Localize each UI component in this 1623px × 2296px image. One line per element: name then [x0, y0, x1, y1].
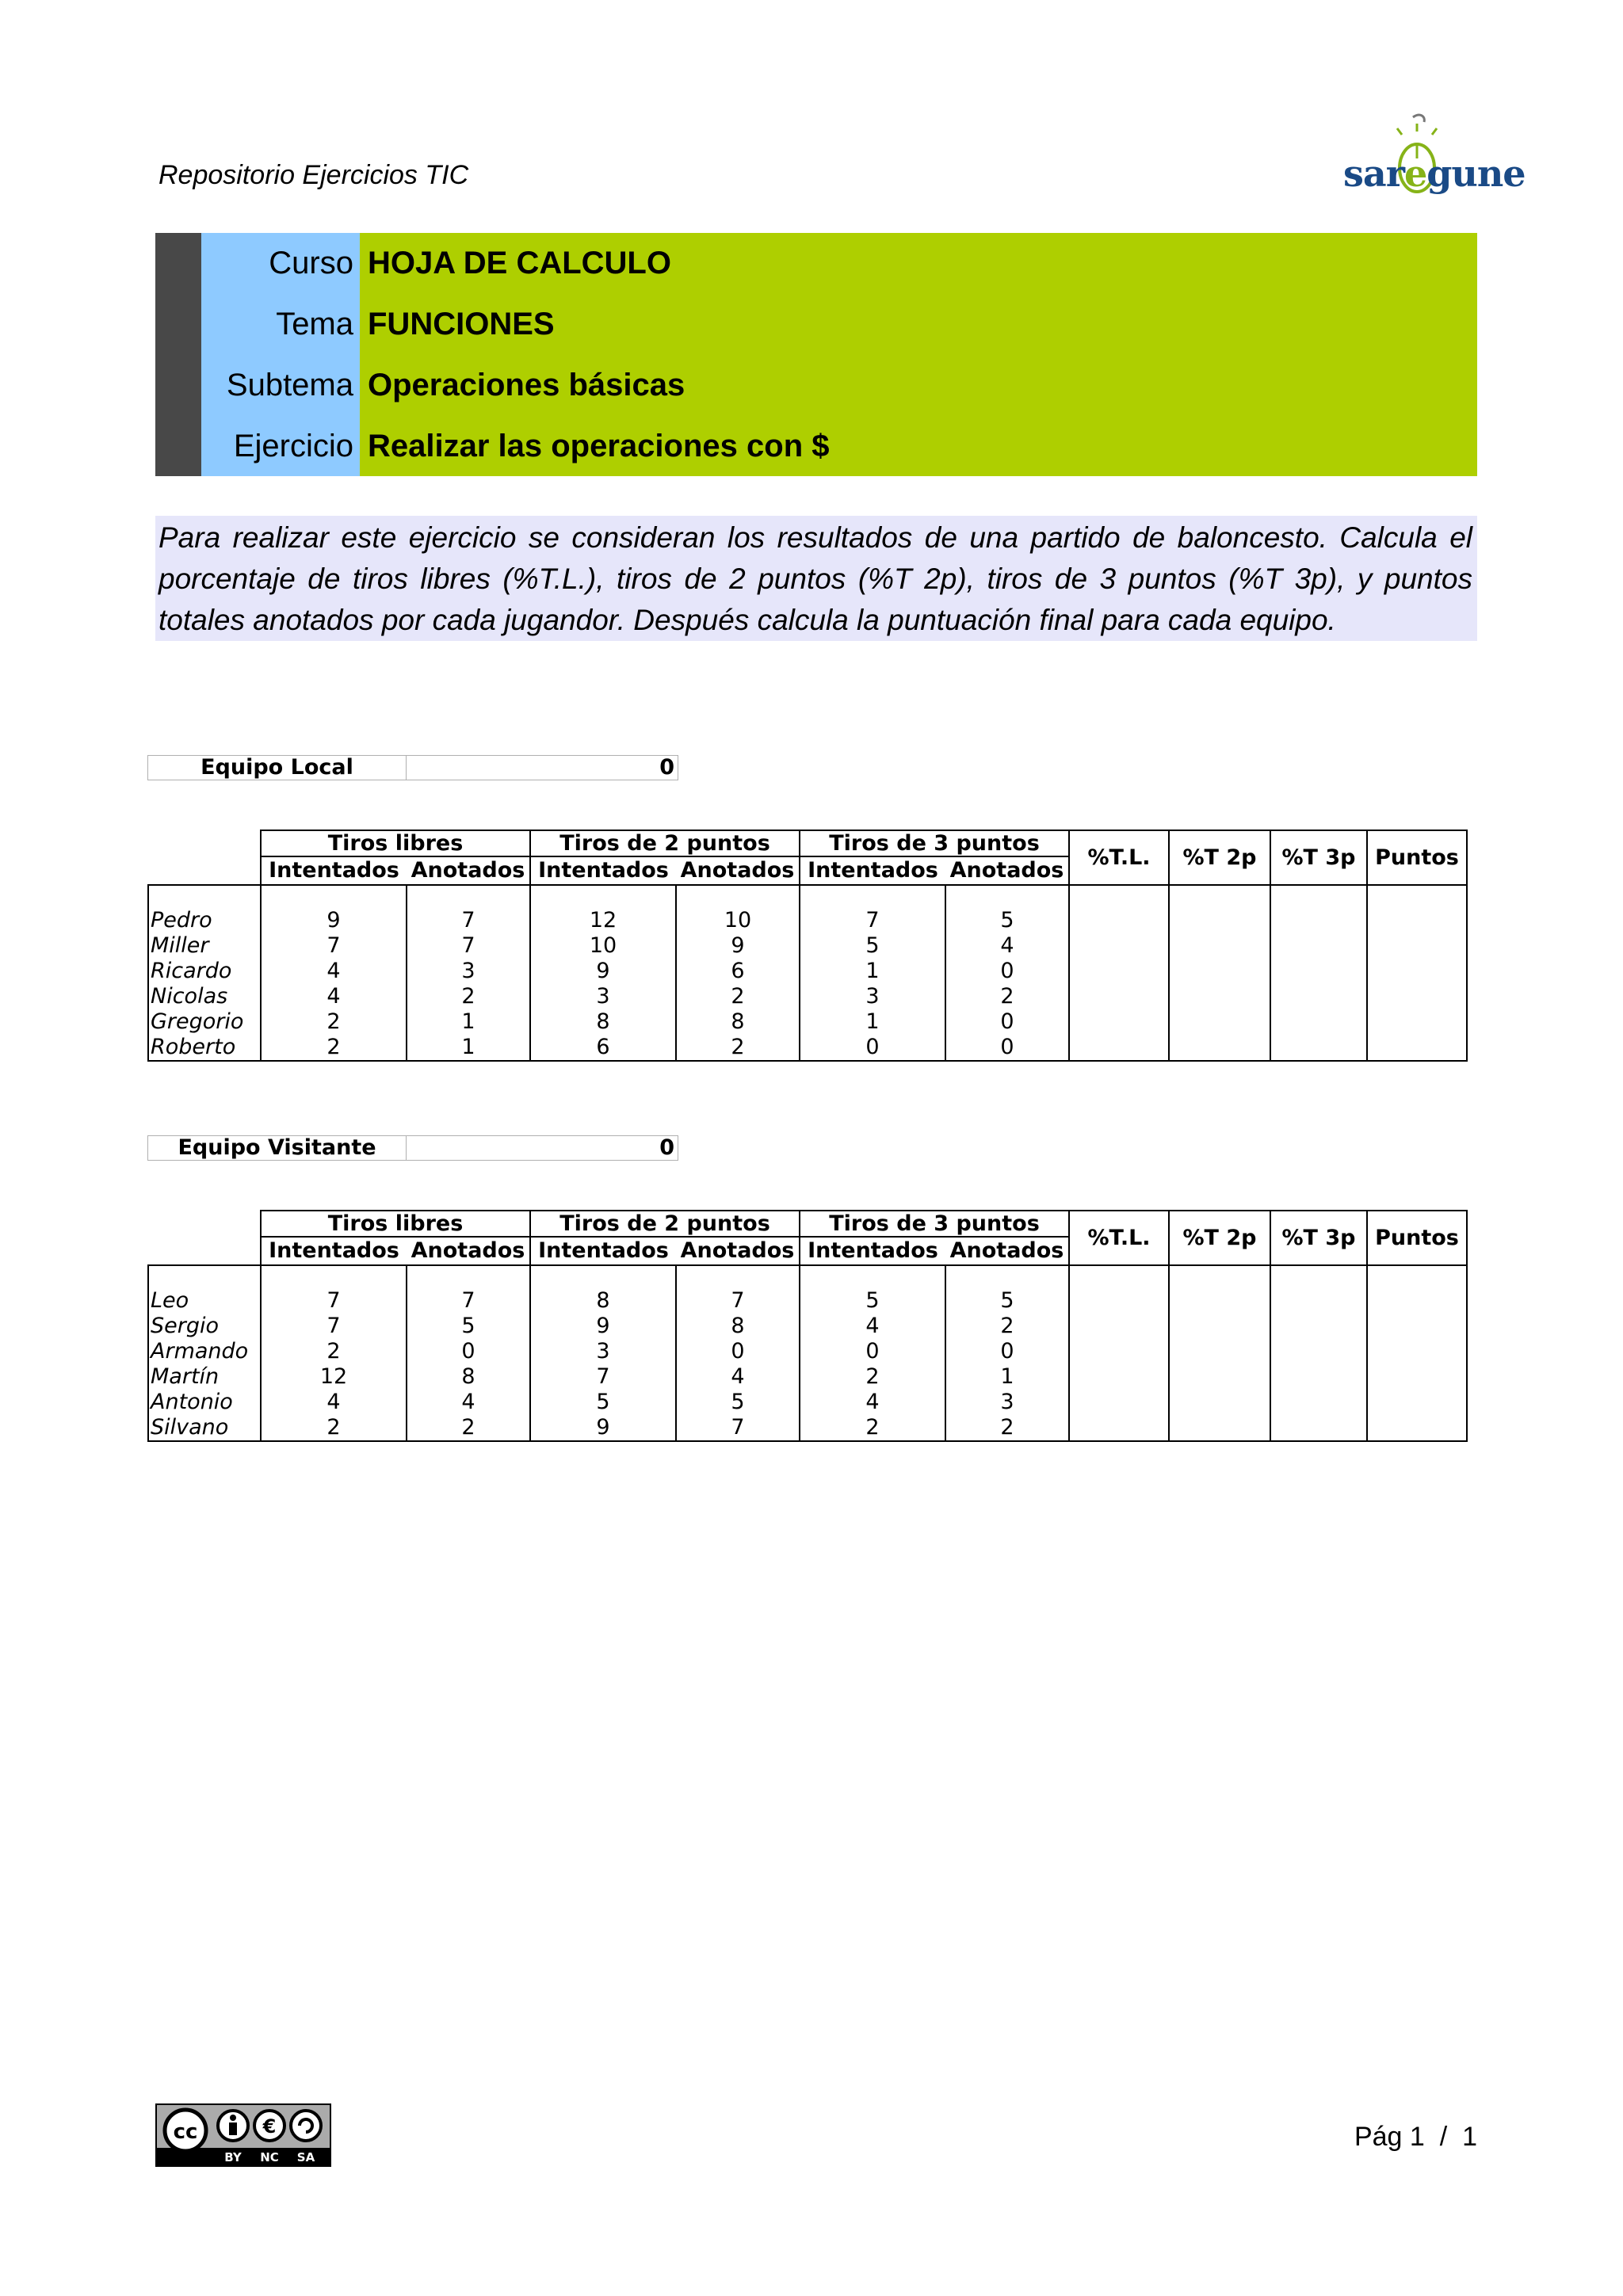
- result-cell: [1367, 1390, 1467, 1415]
- stat-tl-a: 8: [407, 1364, 530, 1390]
- stat-p3-a: 0: [945, 1009, 1069, 1035]
- info-label-curso: Curso: [269, 246, 353, 280]
- result-cell: [1069, 1390, 1169, 1415]
- result-cell: [1367, 1009, 1467, 1035]
- info-value-subtema: Operaciones básicas: [368, 368, 685, 402]
- stat-tl-a: 0: [407, 1339, 530, 1364]
- result-cell: [1169, 1364, 1270, 1390]
- svg-text:cc: cc: [173, 2120, 198, 2144]
- stat-tl-a: 5: [407, 1314, 530, 1339]
- table-row: [148, 1009, 1467, 1035]
- stat-tl-a: 1: [407, 1009, 530, 1035]
- stat-p3-a: 0: [945, 1339, 1069, 1364]
- info-value-curso: HOJA DE CALCULO: [368, 246, 671, 280]
- stat-p3-i: 1: [800, 959, 945, 984]
- stat-p3-i: 1: [800, 1009, 945, 1035]
- player-name: Silvano: [148, 1415, 261, 1441]
- team-visitante-score: 0: [659, 1135, 674, 1160]
- result-cell: [1367, 959, 1467, 984]
- result-cell: [1169, 1314, 1270, 1339]
- stat-tl-a: 1: [407, 1035, 530, 1061]
- stat-p3-a: 5: [945, 1288, 1069, 1314]
- stat-p2-a: 2: [676, 1035, 800, 1061]
- header-intentados: Intentados: [800, 1237, 945, 1265]
- header-pct-2p: %T 2p: [1169, 830, 1270, 885]
- header-tiros-3p: Tiros de 3 puntos: [800, 1211, 1069, 1237]
- stat-p2-a: 6: [676, 959, 800, 984]
- info-label-ejercicio: Ejercicio: [233, 429, 353, 463]
- stat-tl-i: 2: [261, 1415, 407, 1441]
- result-cell: [1069, 1035, 1169, 1061]
- table-row: [148, 908, 1467, 933]
- stat-p2-a: 7: [676, 1288, 800, 1314]
- stats-table-local: [147, 830, 1468, 1062]
- player-name: Miller: [148, 933, 261, 959]
- header-anotados: Anotados: [676, 1237, 800, 1265]
- result-cell: [1270, 1314, 1367, 1339]
- result-cell: [1367, 1288, 1467, 1314]
- result-cell: [1069, 933, 1169, 959]
- cc-by-nc-sa-icon: [155, 2103, 331, 2167]
- result-cell: [1069, 1339, 1169, 1364]
- result-cell: [1169, 1035, 1270, 1061]
- header-anotados: Anotados: [407, 856, 530, 885]
- result-cell: [1270, 1035, 1367, 1061]
- result-cell: [1367, 1035, 1467, 1061]
- license-sa-label: SA: [296, 2150, 315, 2164]
- table-row: [148, 1339, 1467, 1364]
- stat-p2-i: 5: [530, 1390, 676, 1415]
- stat-p2-a: 4: [676, 1364, 800, 1390]
- stat-p2-a: 0: [676, 1339, 800, 1364]
- stat-p3-a: 4: [945, 933, 1069, 959]
- player-name: Nicolas: [148, 984, 261, 1009]
- stat-tl-a: 7: [407, 1288, 530, 1314]
- table-row: [148, 1390, 1467, 1415]
- stat-tl-i: 4: [261, 984, 407, 1009]
- stat-p2-i: 3: [530, 984, 676, 1009]
- repository-title: Repositorio Ejercicios TIC: [158, 160, 469, 190]
- stat-p2-a: 8: [676, 1009, 800, 1035]
- player-name: Ricardo: [148, 959, 261, 984]
- stat-p3-a: 0: [945, 959, 1069, 984]
- stat-p3-i: 0: [800, 1035, 945, 1061]
- info-value-tema: FUNCIONES: [368, 307, 555, 341]
- table-row: [148, 959, 1467, 984]
- info-labels-panel: [201, 233, 360, 476]
- result-cell: [1367, 1339, 1467, 1364]
- player-name: Leo: [148, 1288, 261, 1314]
- result-cell: [1367, 984, 1467, 1009]
- player-name: Armando: [148, 1339, 261, 1364]
- stat-tl-i: 4: [261, 1390, 407, 1415]
- stat-p3-a: 2: [945, 1415, 1069, 1441]
- stat-p2-i: 8: [530, 1009, 676, 1035]
- result-cell: [1270, 933, 1367, 959]
- result-cell: [1069, 908, 1169, 933]
- exercise-description: [155, 516, 1477, 641]
- team-local-score: 0: [659, 755, 674, 780]
- header-pct-tl: %T.L.: [1069, 1211, 1169, 1265]
- result-cell: [1169, 1339, 1270, 1364]
- result-cell: [1169, 933, 1270, 959]
- stat-p2-a: 9: [676, 933, 800, 959]
- stats-table-visitante: [147, 1210, 1468, 1442]
- header-intentados: Intentados: [800, 856, 945, 885]
- info-side-bar: [155, 233, 201, 476]
- player-name: Martín: [148, 1364, 261, 1390]
- result-cell: [1367, 1364, 1467, 1390]
- stat-p3-i: 4: [800, 1390, 945, 1415]
- stat-p2-i: 6: [530, 1035, 676, 1061]
- stat-p3-a: 2: [945, 984, 1069, 1009]
- stat-p3-i: 7: [800, 908, 945, 933]
- header-intentados: Intentados: [530, 856, 676, 885]
- header-anotados: Anotados: [945, 856, 1069, 885]
- result-cell: [1169, 1415, 1270, 1441]
- stat-tl-a: 4: [407, 1390, 530, 1415]
- stat-tl-i: 7: [261, 1314, 407, 1339]
- result-cell: [1169, 908, 1270, 933]
- team-local-summary: [147, 755, 678, 780]
- result-cell: [1169, 1390, 1270, 1415]
- info-label-subtema: Subtema: [226, 368, 353, 402]
- result-cell: [1270, 984, 1367, 1009]
- stat-tl-i: 2: [261, 1035, 407, 1061]
- saregune-logo: [1343, 111, 1526, 198]
- result-cell: [1270, 1009, 1367, 1035]
- stat-p3-a: 1: [945, 1364, 1069, 1390]
- stat-p2-i: 9: [530, 1314, 676, 1339]
- table-row: [148, 1314, 1467, 1339]
- stat-p2-a: 8: [676, 1314, 800, 1339]
- result-cell: [1270, 1415, 1367, 1441]
- stat-p3-i: 2: [800, 1415, 945, 1441]
- result-cell: [1270, 1390, 1367, 1415]
- result-cell: [1069, 1314, 1169, 1339]
- logo-wordmark: saregune: [1343, 152, 1526, 195]
- license-nc-label: NC: [260, 2150, 279, 2164]
- header-anotados: Anotados: [945, 1237, 1069, 1265]
- stat-p3-a: 0: [945, 1035, 1069, 1061]
- stat-p3-i: 2: [800, 1364, 945, 1390]
- result-cell: [1169, 984, 1270, 1009]
- result-cell: [1069, 959, 1169, 984]
- stat-p2-i: 10: [530, 933, 676, 959]
- result-cell: [1069, 1288, 1169, 1314]
- header-tiros-libres: Tiros libres: [261, 830, 530, 856]
- result-cell: [1270, 908, 1367, 933]
- license-by-label: BY: [224, 2150, 242, 2164]
- stat-tl-a: 3: [407, 959, 530, 984]
- stat-p3-a: 2: [945, 1314, 1069, 1339]
- result-cell: [1069, 1364, 1169, 1390]
- result-cell: [1169, 1009, 1270, 1035]
- header-tiros-libres: Tiros libres: [261, 1211, 530, 1237]
- player-name: Pedro: [148, 908, 261, 933]
- result-cell: [1367, 1415, 1467, 1441]
- header-intentados: Intentados: [261, 1237, 407, 1265]
- header-anotados: Anotados: [676, 856, 800, 885]
- header-pct-3p: %T 3p: [1270, 1211, 1367, 1265]
- header-tiros-3p: Tiros de 3 puntos: [800, 830, 1069, 856]
- table-row: [148, 1035, 1467, 1061]
- stat-tl-i: 7: [261, 1288, 407, 1314]
- stat-p2-i: 9: [530, 959, 676, 984]
- stat-p2-i: 8: [530, 1288, 676, 1314]
- header-tiros-2p: Tiros de 2 puntos: [530, 830, 800, 856]
- result-cell: [1367, 908, 1467, 933]
- result-cell: [1069, 1009, 1169, 1035]
- header-tiros-2p: Tiros de 2 puntos: [530, 1211, 800, 1237]
- team-visitante-label: Equipo Visitante: [148, 1136, 407, 1160]
- header-puntos: Puntos: [1367, 1211, 1467, 1265]
- result-cell: [1270, 1288, 1367, 1314]
- stat-tl-a: 7: [407, 908, 530, 933]
- result-cell: [1069, 1415, 1169, 1441]
- stat-p2-i: 3: [530, 1339, 676, 1364]
- info-values-panel: [360, 233, 1477, 476]
- stat-p2-i: 9: [530, 1415, 676, 1441]
- stat-tl-a: 2: [407, 1415, 530, 1441]
- stat-p2-i: 12: [530, 908, 676, 933]
- header-pct-3p: %T 3p: [1270, 830, 1367, 885]
- header-puntos: Puntos: [1367, 830, 1467, 885]
- stat-p3-i: 3: [800, 984, 945, 1009]
- stat-p3-i: 0: [800, 1339, 945, 1364]
- stat-tl-i: 9: [261, 908, 407, 933]
- stat-tl-i: 2: [261, 1009, 407, 1035]
- info-value-ejercicio: Realizar las operaciones con $: [368, 429, 830, 463]
- header-intentados: Intentados: [261, 856, 407, 885]
- stat-p2-a: 10: [676, 908, 800, 933]
- player-name: Antonio: [148, 1390, 261, 1415]
- stat-p2-i: 7: [530, 1364, 676, 1390]
- team-visitante-summary: [147, 1135, 678, 1161]
- table-row: [148, 984, 1467, 1009]
- stat-tl-i: 4: [261, 959, 407, 984]
- result-cell: [1169, 959, 1270, 984]
- stat-p2-a: 5: [676, 1390, 800, 1415]
- result-cell: [1367, 933, 1467, 959]
- stat-p3-i: 5: [800, 933, 945, 959]
- description-text: Para realizar este ejercicio se consideran los resultados de una partido de baloncesto. Calcula el porcentaje de tiros libres (%T.L.), tiros de 2 puntos (%T 2p), tiros de 3 puntos (%T 3p), y puntos totales anotados por cada jugandor. Después calcula la puntuación final para cada equipo.: [158, 521, 1472, 636]
- player-name: Roberto: [148, 1035, 261, 1061]
- stat-p3-i: 4: [800, 1314, 945, 1339]
- stat-tl-i: 7: [261, 933, 407, 959]
- stat-p3-a: 5: [945, 908, 1069, 933]
- stat-p2-a: 7: [676, 1415, 800, 1441]
- svg-text:€: €: [262, 2115, 277, 2138]
- stat-tl-i: 2: [261, 1339, 407, 1364]
- stat-tl-a: 7: [407, 933, 530, 959]
- stat-p2-a: 2: [676, 984, 800, 1009]
- table-row: [148, 1288, 1467, 1314]
- header-pct-tl: %T.L.: [1069, 830, 1169, 885]
- result-cell: [1270, 1339, 1367, 1364]
- player-name: Gregorio: [148, 1009, 261, 1035]
- stat-p3-i: 5: [800, 1288, 945, 1314]
- table-row: [148, 933, 1467, 959]
- stat-tl-i: 12: [261, 1364, 407, 1390]
- result-cell: [1367, 1314, 1467, 1339]
- info-label-tema: Tema: [276, 307, 353, 341]
- header-anotados: Anotados: [407, 1237, 530, 1265]
- team-local-label: Equipo Local: [148, 756, 407, 780]
- result-cell: [1270, 959, 1367, 984]
- stat-tl-a: 2: [407, 984, 530, 1009]
- table-row: [148, 1415, 1467, 1441]
- header-pct-2p: %T 2p: [1169, 1211, 1270, 1265]
- player-name: Sergio: [148, 1314, 261, 1339]
- result-cell: [1069, 984, 1169, 1009]
- result-cell: [1270, 1364, 1367, 1390]
- stat-p3-a: 3: [945, 1390, 1069, 1415]
- table-row: [148, 1364, 1467, 1390]
- header-intentados: Intentados: [530, 1237, 676, 1265]
- page-number: Pág 1 / 1: [1354, 2122, 1477, 2152]
- result-cell: [1169, 1288, 1270, 1314]
